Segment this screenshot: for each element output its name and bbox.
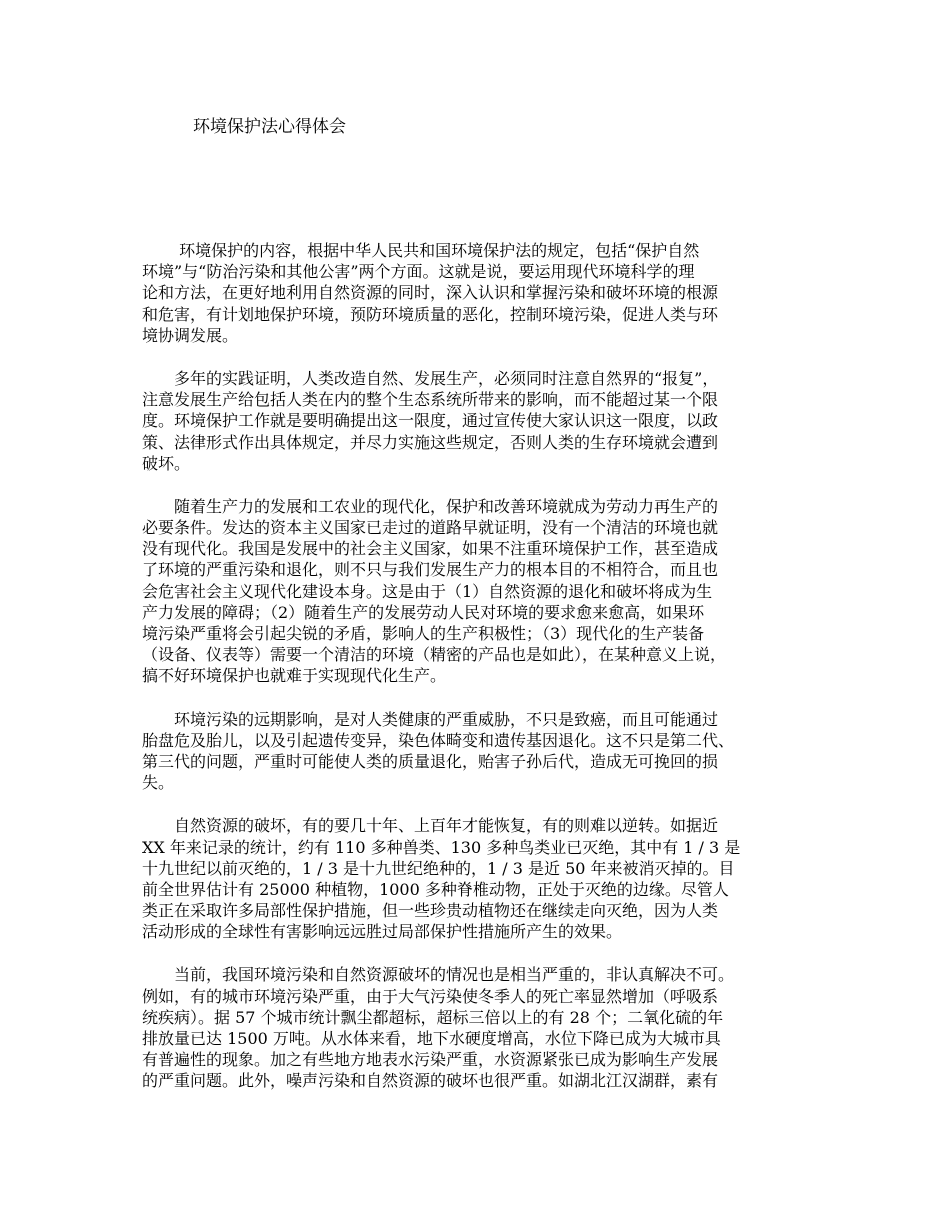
document-body <box>142 240 832 1114</box>
text-line: 类正在采取许多局部性保护措施，但一些珍贵动植物还在继续走向灭绝，因为人类 <box>142 901 719 921</box>
text-line: （设备、仪表等）需要一个清洁的环境（精密的产品也是如此），在某种意义上说， <box>142 645 727 665</box>
text-line: 活动形成的全球性有害影响远远胜过局部保护性措施所产生的效果。 <box>142 922 623 942</box>
text-line: 注意发展生产给包括人类在内的整个生态系统所带来的影响，而不能超过某一个限 <box>142 390 719 410</box>
text-line: 没有现代化。我国是发展中的社会主义国家，如果不注重环境保护工作，甚至造成 <box>142 539 719 559</box>
text-line: 破坏。 <box>142 453 191 473</box>
text-line: 的严重问题。此外，噪声污染和自然资源的破坏也很严重。如湖北江汉湖群，素有 <box>142 1071 719 1091</box>
text-line: 有普遍性的现象。加之有些地方地表水污染严重，水资源紧张已成为影响生产发展 <box>142 1050 719 1070</box>
paragraph-6 <box>142 964 832 1091</box>
text-line: 第三代的问题，严重时可能使人类的质量退化，贻害子孙后代，造成无可挽回的损 <box>142 751 719 771</box>
text-line: 境污染严重将会引起尖锐的矛盾，影响人的生产积极性；（3）现代化的生产装备 <box>142 624 705 643</box>
text-line: 环境污染的远期影响，是对人类健康的严重威胁，不只是致癌，而且可能通过 <box>142 709 719 729</box>
text-line: 策、法律形式作出具体规定，并尽力实施这些规定，否则人类的生存环境就会遭到 <box>142 432 719 452</box>
text-line: 自然资源的破坏，有的要几十年、上百年才能恢复，有的则难以逆转。如据近 <box>142 816 719 836</box>
paragraph-2 <box>142 368 832 474</box>
text-line: 了环境的严重污染和退化，则不只与我们发展生产力的根本目的不相符合，而且也 <box>142 560 719 580</box>
text-line: 环境保护的内容，根据中华人民共和国环境保护法的规定，包括“保护自然 <box>142 241 700 260</box>
text-line: 境协调发展。 <box>142 325 239 345</box>
text-line: 例如，有的城市环境污染严重，由于大气污染使冬季人的死亡率显然增加（呼吸系 <box>142 986 719 1006</box>
document-title: 环境保护法心得体会 <box>193 117 346 137</box>
text-line: 度。环境保护工作就是要明确提出这一限度，通过宣传使大家认识这一限度，以政 <box>142 411 719 431</box>
text-line: 失。 <box>142 773 175 793</box>
text-line: 随着生产力的发展和工农业的现代化，保护和改善环境就成为劳动力再生产的 <box>142 496 719 516</box>
text-line: 必要条件。发达的资本主义国家已走过的道路早就证明，没有一个清洁的环境也就 <box>142 518 719 538</box>
text-line: 和危害，有计划地保护环境，预防环境质量的恶化，控制环境污染，促进人类与环 <box>142 304 719 324</box>
text-line: 统疾病）。据 57 个城市统计飘尘都超标，超标三倍以上的有 28 个；二氧化硫的年 <box>142 1007 724 1027</box>
text-line: 多年的实践证明，人类改造自然、发展生产，必须同时注意自然界的“报复”， <box>142 368 719 388</box>
text-line: 当前，我国环境污染和自然资源破坏的情况也是相当严重的，非认真解决不可。 <box>142 965 735 985</box>
text-line: 胎盘危及胎儿，以及引起遗传变异，染色体畸变和遗传基因退化。这不只是第二代、 <box>142 730 735 750</box>
text-line: XX 年来记录的统计，约有 110 多种兽类、130 多种鸟类业已灭绝，其中有 1 / 3 是 <box>142 837 741 857</box>
text-line: 排放量已达 1500 万吨。从水体来看，地下水硬度增高，水位下降已成为大城市具 <box>142 1029 721 1048</box>
text-line: 搞不好环境保护也就难于实现现代化生产。 <box>142 666 447 686</box>
paragraph-1 <box>142 240 832 346</box>
paragraph-3 <box>142 496 832 687</box>
text-line: 十九世纪以前灭绝的，1 / 3 是十九世纪绝种的，1 / 3 是近 50 年来被消灭掉的。目 <box>142 858 735 878</box>
text-line: 产力发展的障碍；（2）随着生产的发展劳动人民对环境的要求愈来愈高，如果环 <box>142 602 705 622</box>
text-line: 前全世界估计有 25000 种植物，1000 多种脊椎动物，正处于灭绝的边缘。尽管人 <box>142 879 729 899</box>
text-line: 环境”与“防治污染和其他公害”两个方面。这就是说，要运用现代环境科学的理 <box>142 262 695 282</box>
text-line: 论和方法，在更好地利用自然资源的同时，深入认识和掌握污染和破坏环境的根源 <box>142 283 719 303</box>
text-line: 会危害社会主义现代化建设本身。这是由于（1）自然资源的退化和破坏将成为生 <box>142 581 713 601</box>
paragraph-4 <box>142 709 832 794</box>
paragraph-5 <box>142 815 832 942</box>
